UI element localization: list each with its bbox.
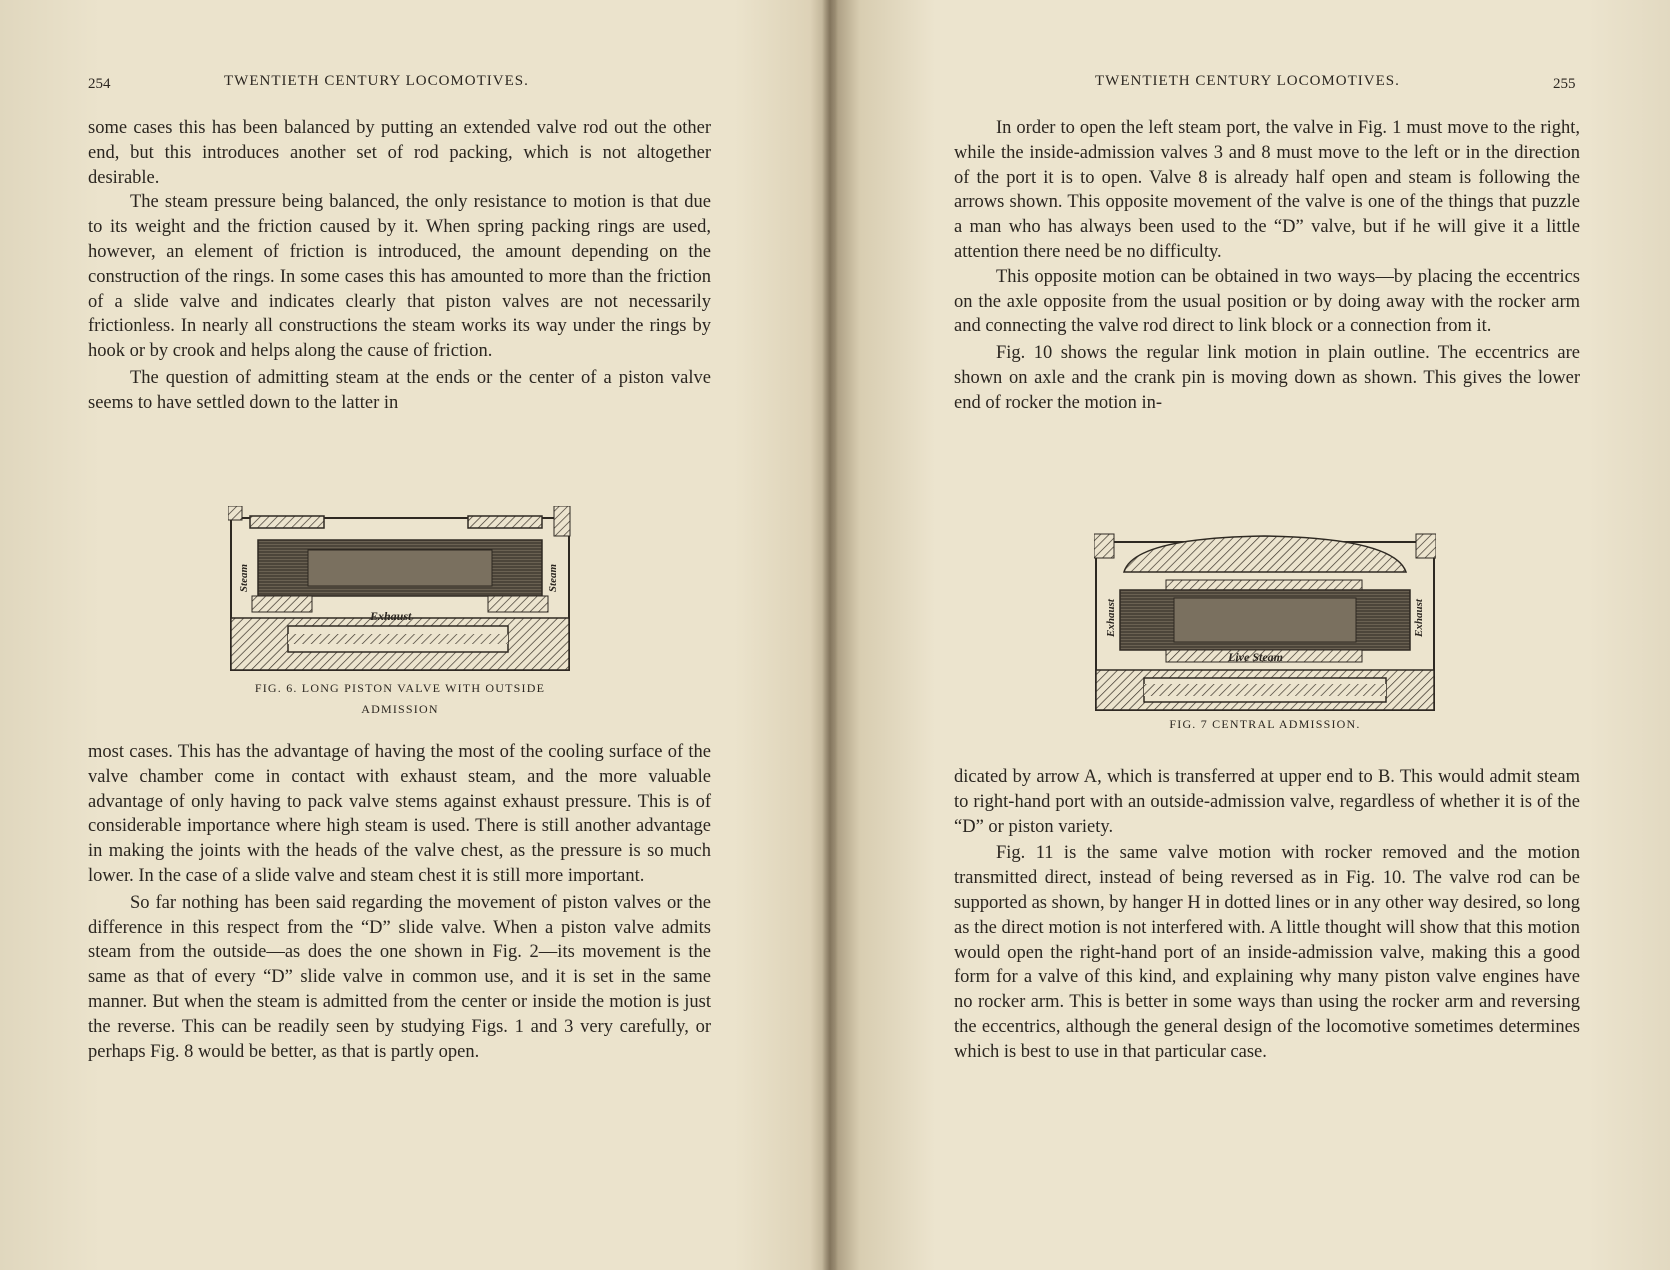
- figure-6-label-right: Steam: [547, 563, 559, 593]
- right-bottom-text: [954, 765, 1580, 1065]
- left-bottom-text: [88, 740, 711, 1064]
- figure-7-label-right: Exhaust: [1413, 599, 1425, 637]
- left-top-text: [88, 116, 711, 416]
- paragraph: some cases this has been balanced by putting an extended valve rod out the other end, but this introduces another set of rod packing, which is not altogether desirable.: [88, 118, 711, 188]
- figure-6-caption-line1: FIG. 6. LONG PISTON VALVE WITH OUTSIDE: [254, 681, 546, 695]
- right-top-text: [954, 116, 1580, 416]
- figure-6-label-left: Steam: [238, 563, 250, 593]
- paragraph: Fig. 11 is the same valve motion with rocker removed and the motion transmitted direct, instead of being reversed as in Fig. 10. The valve rod can be supported as shown, by hanger H in dotted lines or in any other way desired, so long as the direct motion is not interfered with. A little thought will show that this motion would open the right-hand port of an inside-admission valve, making this a good form for a valve of this kind, and explaining why many piston valve engines have no rocker arm. This is better in some ways than using the rocker arm and reversing the eccentrics, although the general design of the locomotive sometimes determines which is best to use in that particular case.: [954, 843, 1580, 1062]
- page-number-left: 254: [88, 76, 111, 92]
- figure-7-central-admission-illustration: [1094, 532, 1436, 712]
- paragraph: most cases. This has the advantage of having the most of the cooling surface of the valve chamber come in contact with exhaust steam, and the more valuable advantage of only having to pack valve stems against exhaust pressure. This is of considerable importance where high steam is used. There is still another advantage in making the joints with the heads of the valve chest, as the pressure is so much lower. In the case of a slide valve and steam chest it is still more important.: [88, 742, 711, 886]
- figure-7-caption: FIG. 7 CENTRAL ADMISSION.: [1169, 717, 1361, 731]
- figure-6-caption-line2: ADMISSION: [361, 702, 439, 716]
- paragraph: dicated by arrow A, which is transferred at upper end to B. This would admit steam to right-hand port with an outside-admission valve, regardless of whether it is of the “D” or piston variety.: [954, 767, 1580, 837]
- paragraph: This opposite motion can be obtained in two ways—by placing the eccentrics on the axle opposite from the usual position or by doing away with the rocker arm and connecting the valve rod direct to link block or a connection from it.: [954, 266, 1580, 337]
- paragraph: Fig. 10 shows the regular link motion in plain outline. The eccentrics are shown on axle and the crank pin is moving down as shown. This gives the lower end of rocker the motion in-: [954, 343, 1580, 413]
- page-number-right: 255: [1553, 76, 1576, 92]
- paragraph: So far nothing has been said regarding the movement of piston valves or the difference in this respect from the “D” slide valve. When a piston valve admits steam from the outside—as does the one shown in Fig. 2—its movement is the same as that of every “D” slide valve in common use, and it is set in the same manner. But when the steam is admitted from the center or inside the motion is just the reverse. This can be readily seen by studying Figs. 1 and 3 very carefully, or perhaps Fig. 8 would be better, as that is partly open.: [88, 892, 711, 1062]
- paragraph: The steam pressure being balanced, the only resistance to motion is that due to its weight and the friction caused by it. When spring packing rings are used, however, an element of friction is introduced, the amount depending on the construction of the rings. In some cases this has amounted to more than the friction of a slide valve and indicates clearly that piston valves are not necessarily frictionless. In nearly all constructions the steam works its way under the rings by hook or by crook and helps along the cause of friction.: [88, 192, 711, 362]
- left-page: [0, 0, 830, 1270]
- figure-7-label-left: Exhaust: [1105, 599, 1117, 637]
- paragraph: The question of admitting steam at the ends or the center of a piston valve seems to have settled down to the latter in: [88, 367, 711, 413]
- figure-6-piston-valve-illustration: [228, 506, 572, 672]
- figure-6-label-center: Exhaust: [370, 609, 412, 623]
- running-head-left: TWENTIETH CENTURY LOCOMOTIVES.: [224, 73, 529, 89]
- paragraph: In order to open the left steam port, the valve in Fig. 1 must move to the right, while the inside-admission valves 3 and 8 must move to the left or in the direction of the port it is to open. Valve 8 is already half open and steam is following the arrows shown. This opposite movement of the valve is one of the things that puzzle a man who has always been used to the “D” valve, but if he will give it a little attention there need be no difficulty.: [954, 118, 1580, 262]
- right-page: [835, 0, 1670, 1270]
- running-head-right: TWENTIETH CENTURY LOCOMOTIVES.: [1095, 73, 1400, 89]
- figure-7-label-center: Live Steam: [1228, 650, 1283, 664]
